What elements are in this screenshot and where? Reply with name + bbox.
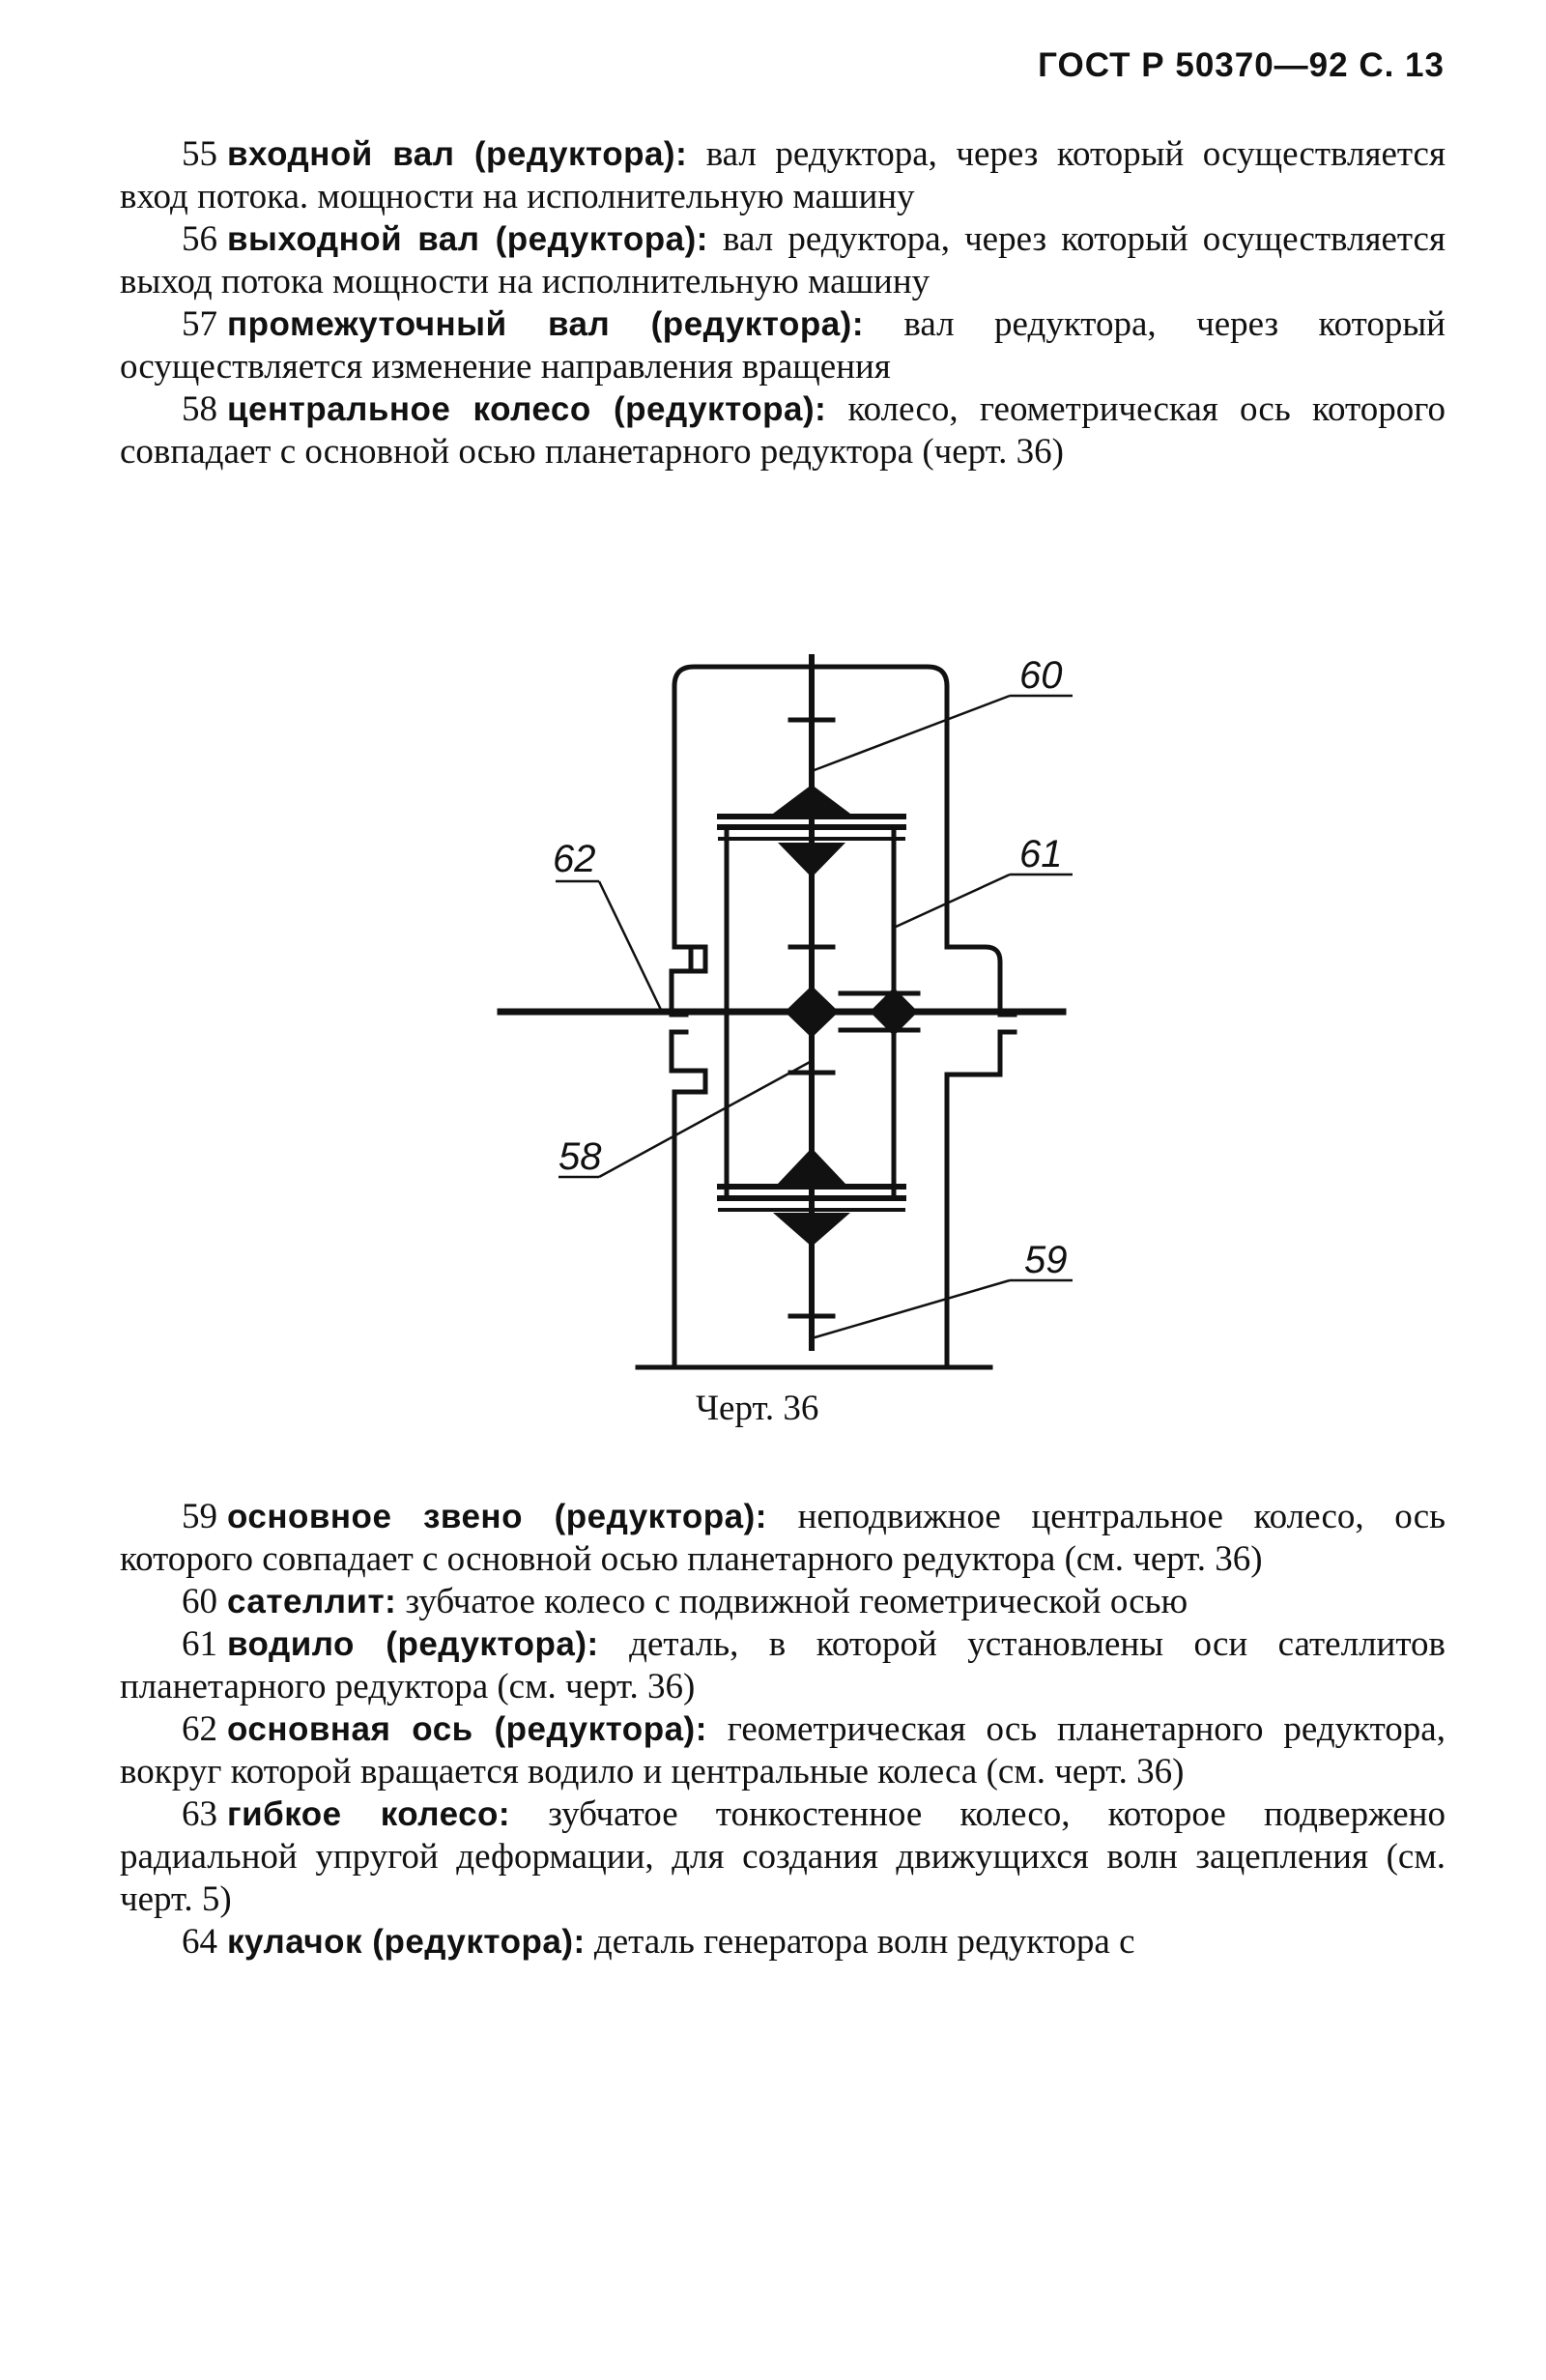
- housing-lower-right: [947, 1032, 1015, 1367]
- entry-definition: деталь генератора волн редуктора с: [585, 1922, 1135, 1962]
- entry-number: 59: [182, 1497, 217, 1536]
- entry-term: сателлит:: [227, 1583, 397, 1620]
- central-gear-diamond: [785, 986, 839, 1038]
- satellite-upper-bottom: [778, 843, 845, 877]
- entries-top: [120, 133, 1446, 473]
- entries-bottom: [120, 1496, 1446, 1964]
- entry-62: [120, 1708, 1446, 1793]
- leader-59: [812, 1280, 1010, 1338]
- entry-definition: зубчатое колесо с подвижной геометрической осью: [396, 1582, 1188, 1621]
- figure-planetary-reducer: [483, 628, 1082, 1372]
- housing-lower: [672, 1032, 705, 1367]
- entry-term: выходной вал (редуктора):: [227, 220, 708, 258]
- entry-number: 61: [182, 1624, 217, 1664]
- entry-number: 58: [182, 389, 217, 429]
- entry-60: [120, 1581, 1446, 1623]
- label-61: 61: [1019, 833, 1063, 875]
- page-header: ГОСТ Р 50370—92 С. 13: [1038, 46, 1445, 84]
- entry-definition: вал редуктора, через который осуществляется изменение направления вращения: [120, 304, 1446, 387]
- entry-term: основное звено (редуктора):: [227, 1498, 767, 1535]
- entry-number: 64: [182, 1922, 217, 1962]
- entry-63: [120, 1793, 1446, 1921]
- entry-64: [120, 1921, 1446, 1964]
- entry-58: [120, 388, 1446, 473]
- entry-definition: геометрическая ось планетарного редуктора, вокруг которой вращается водило и центральные колеса (см. черт. 36): [120, 1709, 1446, 1792]
- entry-number: 55: [182, 134, 217, 174]
- entry-term: кулачок (редуктора):: [227, 1923, 586, 1961]
- entry-term: гибкое колесо:: [227, 1795, 511, 1833]
- figure-caption: Черт. 36: [696, 1389, 819, 1428]
- entry-number: 62: [182, 1709, 217, 1749]
- satellite-lower-bottom: [773, 1213, 850, 1247]
- label-62: 62: [553, 838, 596, 880]
- entry-definition: вал редуктора, через который осуществляется выход потока мощности на исполнительную машину: [120, 219, 1446, 301]
- entry-definition: вал редуктора, через который осуществляется вход потока. мощности на исполнительную машину: [120, 134, 1446, 216]
- entry-number: 63: [182, 1794, 217, 1834]
- leader-61: [894, 875, 1010, 928]
- entry-61: [120, 1623, 1446, 1708]
- label-60: 60: [1019, 654, 1063, 697]
- entry-57: [120, 303, 1446, 388]
- entry-55: [120, 133, 1446, 218]
- entry-definition: колесо, геометрическая ось которого совпадает с основной осью планетарного редуктора (черт. 36): [120, 389, 1446, 472]
- label-58: 58: [558, 1135, 602, 1178]
- entry-definition: зубчатое тонкостенное колесо, которое подвержено радиальной упругой деформации, для создания движущихся волн зацепления (см. черт. 5): [120, 1794, 1446, 1919]
- entry-term: промежуточный вал (редуктора):: [227, 305, 864, 343]
- entry-term: водило (редуктора):: [227, 1625, 599, 1663]
- satellite-upper-top: [773, 785, 850, 814]
- leader-60: [812, 696, 1010, 771]
- entry-term: центральное колесо (редуктора):: [227, 390, 827, 428]
- entry-definition: деталь, в которой установлены оси сателлитов планетарного редуктора (см. черт. 36): [120, 1624, 1446, 1706]
- entry-56: [120, 218, 1446, 303]
- planetary-reducer-diagram: [483, 628, 1082, 1372]
- entry-definition: неподвижное центральное колесо, ось которого совпадает с основной осью планетарного редуктора (см. черт. 36): [120, 1497, 1446, 1579]
- satellite-lower-top: [778, 1148, 845, 1184]
- entry-number: 60: [182, 1582, 217, 1621]
- entry-59: [120, 1496, 1446, 1581]
- entry-number: 57: [182, 304, 217, 344]
- entry-term: входной вал (редуктора):: [227, 135, 688, 173]
- entry-term: основная ось (редуктора):: [227, 1710, 707, 1748]
- label-59: 59: [1024, 1239, 1068, 1281]
- leader-62: [599, 881, 662, 1012]
- entry-number: 56: [182, 219, 217, 259]
